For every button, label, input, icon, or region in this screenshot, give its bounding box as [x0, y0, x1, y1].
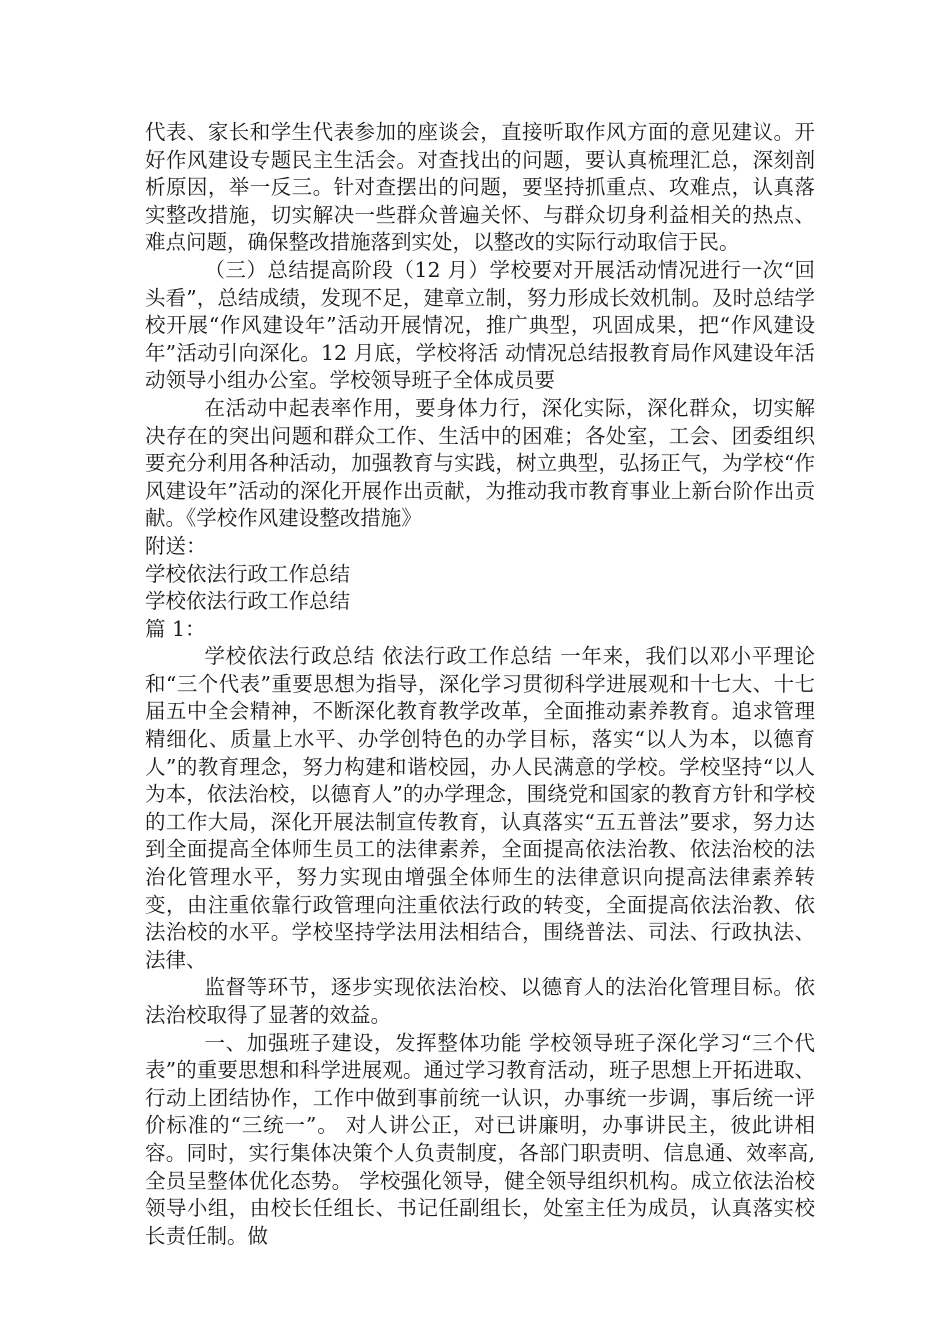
paragraph-title-1: 学校依法行政工作总结 [145, 561, 350, 586]
paragraph-2: （三）总结提高阶段（12 月）学校要对开展活动情况进行一次“回头看”，总结成绩，发现不足，建章立制，努力形成长效机制。及时总结学校开展“作风建设年”活动开展情况，推广典型，巩固成果，把“作风建设年”活动引向深化。12 月底，学校将活 动情况总结报教育局作风建设年活动领导小组办公室。学校领导班子全体成员要 [145, 257, 815, 393]
paragraph-chapter: 篇 1： [145, 616, 206, 641]
paragraph-title-2: 学校依法行政工作总结 [145, 589, 350, 614]
document-body [145, 119, 815, 1250]
paragraph-3: 在活动中起表率作用，要身体力行，深化实际，深化群众，切实解决存在的突出问题和群众工作、生活中的困难；各处室，工会、团委组织要充分利用各种活动，加强教育与实践，树立典型，弘扬正气，为学校“作风建设年”活动的深化开展作出贡献，为推动我市教育事业上新台阶作出贡献。《学校作风建设整改措施》 [145, 395, 815, 531]
paragraph-6: 一、加强班子建设，发挥整体功能 学校领导班子深化学习“三个代表”的重要思想和科学进展观。通过学习教育活动，班子思想上开拓进取、行动上团结协作，工作中做到事前统一认识，办事统一步调，事后统一评价标准的“三统一”。 对人讲公正，对已讲廉明，办事讲民主，彼此讲相容。同时，实行集体决策个人负责制度，各部门职责明、信息通、效率高,全员呈整体优化态势。 学校强化领导，健全领导组织机构。成立依法治校领导小组，由校长任组长、书记任副组长，处室主任为成员，认真落实校长责任制。做 [145, 1030, 815, 1248]
paragraph-attachment: 附送： [145, 533, 207, 558]
paragraph-1: 代表、家长和学生代表参加的座谈会，直接听取作风方面的意见建议。开好作风建设专题民主生活会。对查找出的问题，要认真梳理汇总，深刻剖析原因，举一反三。针对查摆出的问题，要坚持抓重点、攻难点，认真落实整改措施，切实解决一些群众普遍关怀、与群众切身利益相关的热点、难点问题，确保整改措施落到实处，以整改的实际行动取信于民。 [145, 120, 815, 255]
paragraph-5: 监督等环节，逐步实现依法治校、以德育人的法治化管理目标。依法治校取得了显著的效益。 [145, 975, 815, 1027]
paragraph-4: 学校依法行政总结 依法行政工作总结 一年来，我们以邓小平理论和“三个代表”重要思想为指导，深化学习贯彻科学进展观和十七大、十七届五中全会精神，不断深化教育教学改革，全面推动素养教育。追求管理精细化、质量上水平、办学创特色的办学目标，落实“以人为本，以德育人”的教育理念，努力构建和谐校园，办人民满意的学校。学校坚持“以人为本，依法治校，以德育人”的办学理念，围绕党和国家的教育方针和学校的工作大局，深化开展法制宣传教育，认真落实“五五普法”要求，努力达到全面提高全体师生员工的法律素养，全面提高依法治教、依法治校的法治化管理水平，努力实现由增强全体师生的法律意识向提高法律素养转变，由注重依靠行政管理向注重依法行政的转变，全面提高依法治教、依法治校的水平。学校坚持学法用法相结合，围绕普法、司法、行政执法、法律、 [145, 644, 815, 972]
